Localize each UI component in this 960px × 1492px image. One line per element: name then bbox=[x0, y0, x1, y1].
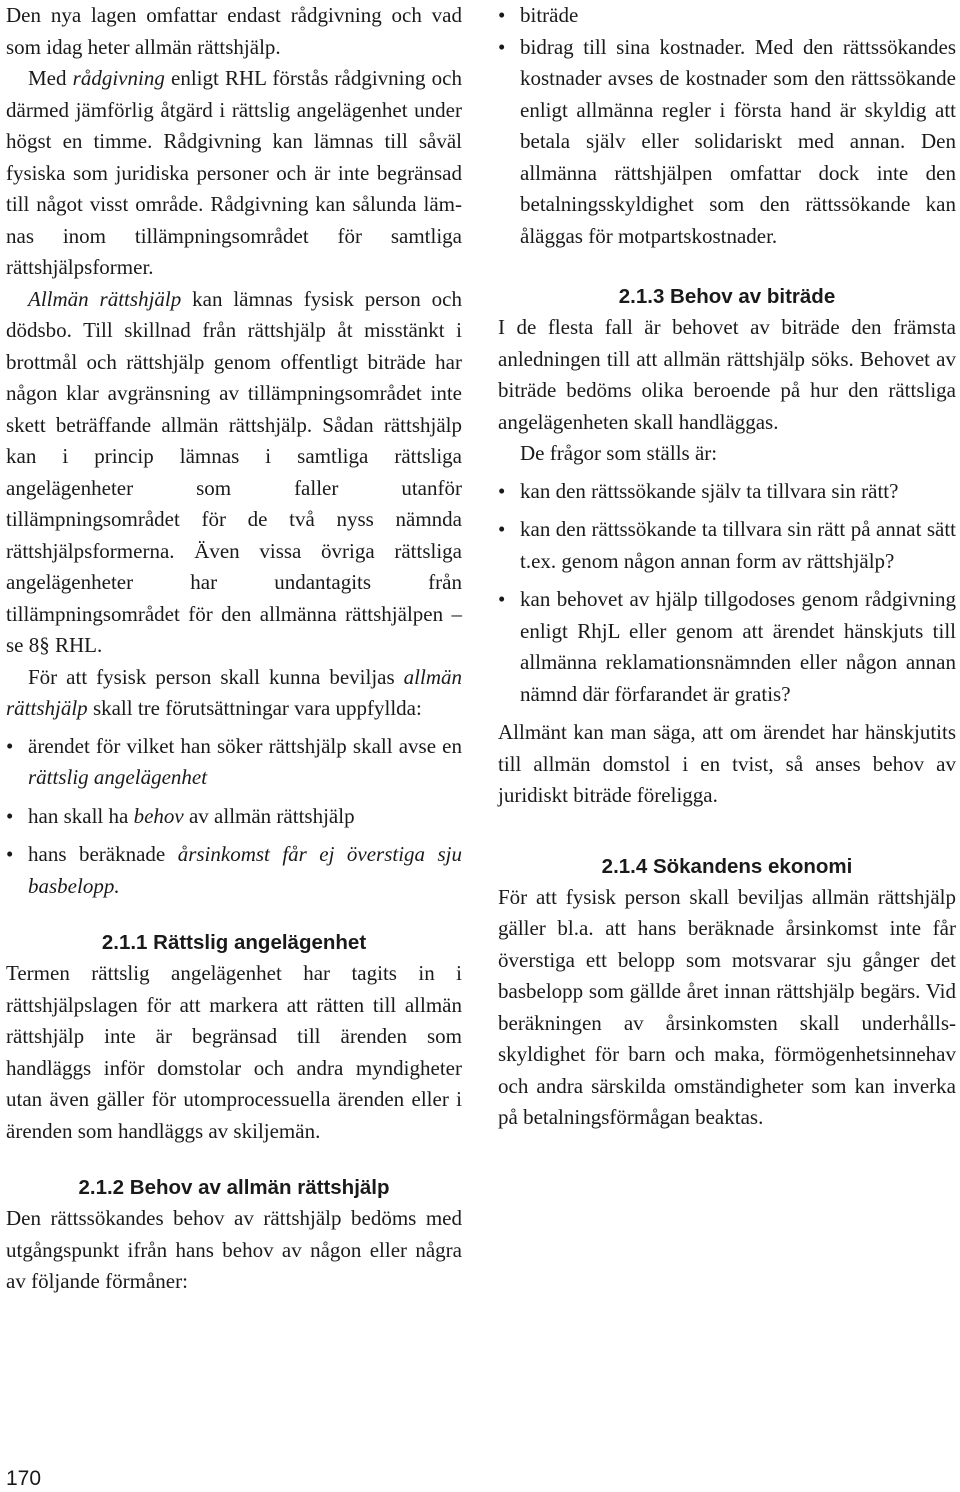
list-item: • bidrag till sina kostnader. Med den rättssökandes kostnader avses de kostnader som den rättssökande enligt allmänna regler i första hand är skyldig att betala själv eller solidariskt med annan. Den allmänna rättshjälpen omfattar dock inte den betalningsskyldighet som den rättssökande kan åläggas för motpartskostnader. bbox=[498, 32, 956, 253]
page-number: 170 bbox=[6, 1467, 42, 1490]
paragraph-general: Allmänt kan man säga, att om ärendet har hänskjutits till allmän domstol i en tvist, så anses behov av juridiskt biträde föreligga. bbox=[498, 720, 956, 807]
paragraph-radgivning: Med rådgivning enligt RHL förstås rådgivning och därmed jämförlig åtgärd i rättslig angelägenhet under högst en timme. Rådgivning kan lämnas till såväl fysiska som juridiska personer och är inte begränsad till något visst område. Rådgivning kan sålunda lämnas inom tillämpningsområdet för samtliga rättshjälpsformer. bbox=[6, 66, 462, 279]
section-heading-2-1-4: 2.1.4 Sökandens ekonomi bbox=[601, 854, 853, 878]
list-item: • kan den rättssökande själv ta tillvara sin rätt? bbox=[498, 476, 956, 508]
paragraph-2-1-4: För att fysisk person skall beviljas allmän rättshjälp gäller bl.a. att hans beräknade årsinkomst inte får överstiga ett belopp som motsvarar sju gånger det basbelopp som gällde året innan rättshjälp begärs. Vid beräkningen av årsinkomsten skall underhållsskyldighet för barn och maka, förmögenhetsinnehav och andra särskilda omständigheter som kan inverka på betalningsförmågan beaktas. bbox=[498, 884, 956, 1129]
term-allman-rattshjalp-2: allmän rättshjälp bbox=[6, 664, 462, 720]
paragraph-2-1-1: Termen rättslig angelägenhet har tagits in i rättshjälpslagen för att markera att rätten till allmän rättshjälp inte är begränsad till ärenden som handläggs inför domstolar och andra myndigheter utan även gäller för utomprocessuella ärenden eller i ärenden som handläggs av skiljemän. bbox=[6, 961, 462, 1143]
paragraph-2-1-2: Den rättssökandes behov av rättshjälp bedöms med utgångspunkt ifrån hans behov av någon eller några av följande förmåner: bbox=[6, 1206, 462, 1293]
list-item: • biträde bbox=[498, 0, 956, 32]
paragraph-allman-rattshjalp: Allmän rättshjälp kan lämnas fysisk person och dödsbo. Till skillnad från rättshjälp åt misstänkt i brottmål och rättshjälp genom offentligt biträde har någon klar avgränsning av tillämpningsområdet inte skett beträffande allmän rättshjälp. Sådan rättshjälp kan i princip lämnas i samtliga rättsliga angelägenheter som faller utanför tillämpningsområdet för de två nyss nämnda rättshjälpsformerna. Även vissa övriga rättsliga angelägenheter har undantagits från tillämpningsområdet för den allmänna rättshjälpen – se 8§ RHL. bbox=[6, 286, 462, 657]
paragraph-2-1-3: I de flesta fall är behovet av biträde den främsta anledningen till att allmän rättshjälp söks. Behovet av biträde bedöms olika beroende på hur den rättsliga angelägenheten skall handläggas. bbox=[498, 315, 956, 434]
questions-list bbox=[498, 476, 956, 711]
section-heading-2-1-2: 2.1.2 Behov av allmän rättshjälp bbox=[78, 1176, 390, 1199]
list-item: • kan behovet av hjälp tillgodoses genom rådgivning enligt RhjL eller genom att ärendet hänskjuts till allmänna reklamationsnämnden eller någon annan nämnd där förfarandet är gratis? bbox=[498, 584, 956, 710]
left-column bbox=[6, 0, 462, 1298]
list-item: • han skall ha behov av allmän rättshjälp bbox=[6, 801, 462, 833]
paragraph-new-law: Den nya lagen omfattar endast rådgivning och vad som idag heter allmän rättshjälp. bbox=[6, 3, 462, 59]
questions-intro: De frågor som ställs är: bbox=[520, 441, 718, 465]
paragraph-requirements-intro: För att fysisk person skall kunna beviljas allmän rättshjälp skall tre förutsättningar vara uppfyllda: bbox=[6, 664, 462, 720]
list-item: • kan den rättssökande ta tillvara sin rätt på annat sätt t.ex. genom någon annan form av rättshjälp? bbox=[498, 514, 956, 577]
section-heading-2-1-1: 2.1.1 Rättslig angelägenhet bbox=[101, 931, 367, 954]
term-allman-rattshjalp: Allmän rättshjälp bbox=[28, 286, 182, 311]
list-item: • hans beräknade årsinkomst får ej överstiga sju basbelopp. bbox=[6, 839, 462, 902]
list-item: • ärendet för vilket han söker rättshjälp skall avse en rättslig angelägenhet bbox=[6, 731, 462, 794]
benefits-list bbox=[498, 0, 956, 252]
term-radgivning: rådgivning bbox=[72, 66, 165, 90]
requirements-list bbox=[6, 731, 462, 903]
section-heading-2-1-3: 2.1.3 Behov av biträde bbox=[618, 285, 836, 308]
right-column bbox=[498, 0, 956, 1134]
